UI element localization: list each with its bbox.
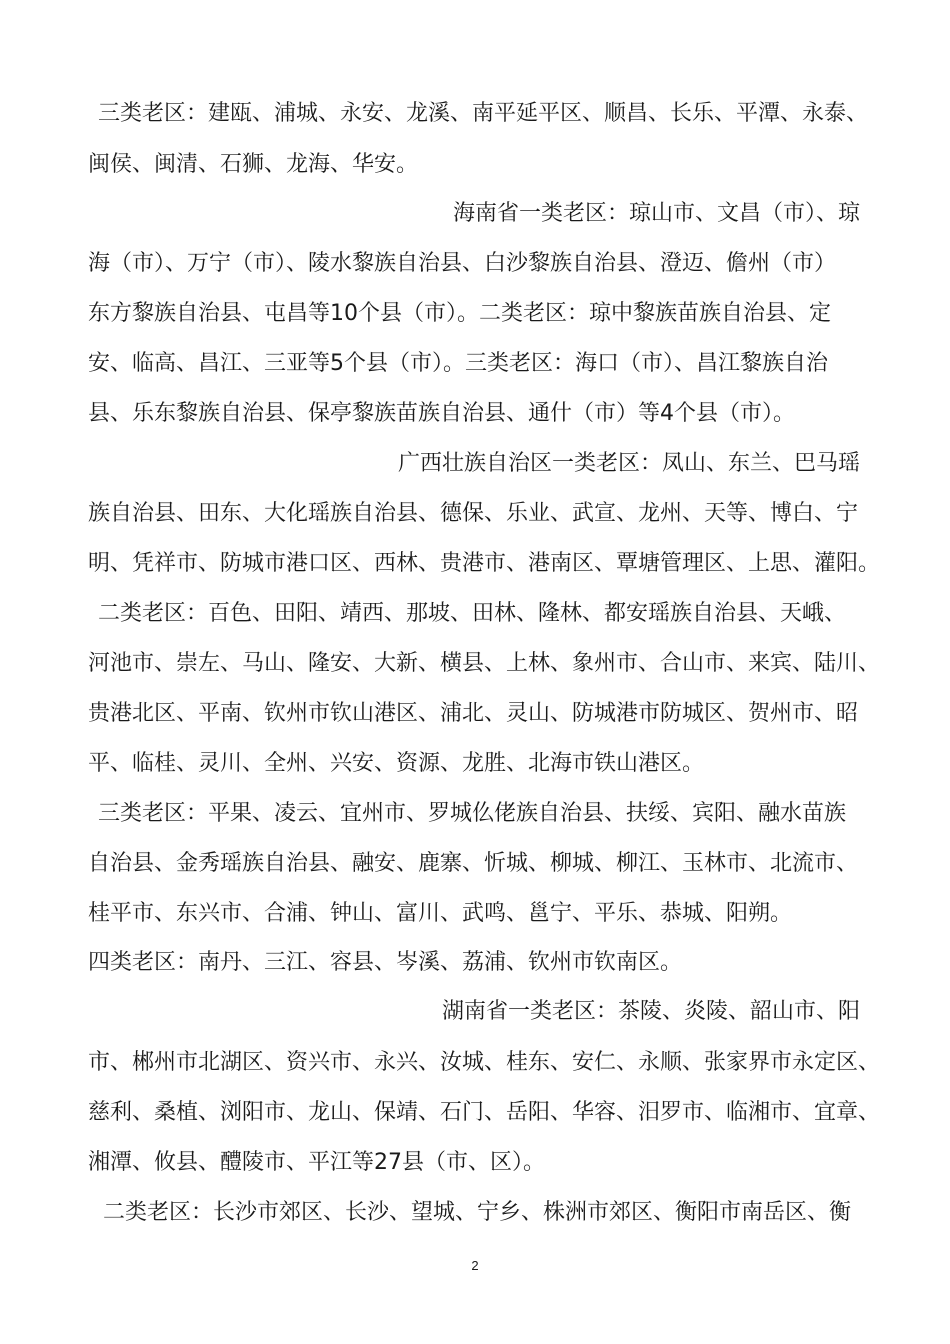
text-line: 闽侯、闽清、石狮、龙海、华安。 [88, 152, 419, 177]
text-line: 湘潭、攸县、醴陵市、平江等27县（市、区）。 [88, 1150, 545, 1175]
text-line: 海（市）、万宁（市）、陵水黎族自治县、白沙黎族自治县、澄迈、儋州（市） [88, 251, 837, 276]
text-line: 河池市、崇左、马山、隆安、大新、横县、上林、象州市、合山市、来宾、陆川、 [88, 651, 881, 676]
text-line: 自治县、金秀瑶族自治县、融安、鹿寨、忻城、柳城、柳江、玉林市、北流市、 [88, 851, 859, 876]
text-line: 明、凭祥市、防城市港口区、西林、贵港市、港南区、覃塘管理区、上思、灌阳。 [88, 551, 881, 576]
page-number: 2 [471, 1258, 479, 1273]
text-line: 安、临高、昌江、三亚等5个县（市）。三类老区：海口（市）、昌江黎族自治 [88, 351, 828, 376]
text-line: 县、乐东黎族自治县、保亭黎族苗族自治县、通什（市）等4个县（市）。 [88, 401, 795, 426]
section-heading-line: 湖南省一类老区：茶陵、炎陵、韶山市、阳 [441, 999, 860, 1024]
text-line: 贵港北区、平南、钦州市钦山港区、浦北、灵山、防城港市防城区、贺州市、昭 [88, 701, 859, 726]
text-line: 市、郴州市北湖区、资兴市、永兴、汝城、桂东、安仁、永顺、张家界市永定区、 [88, 1050, 881, 1075]
text-line: 二类老区：长沙市郊区、长沙、望城、宁乡、株洲市郊区、衡阳市南岳区、衡 [103, 1200, 852, 1225]
text-line: 三类老区：建瓯、浦城、永安、龙溪、南平延平区、顺昌、长乐、平潭、永泰、 [98, 101, 869, 126]
text-line: 族自治县、田东、大化瑶族自治县、德保、乐业、武宣、龙州、天等、博白、宁 [88, 501, 859, 526]
text-line: 桂平市、东兴市、合浦、钟山、富川、武鸣、邕宁、平乐、恭城、阳朔。 [88, 901, 793, 926]
section-heading-line: 广西壮族自治区一类老区：凤山、东兰、巴马瑶 [397, 451, 860, 476]
section-heading-line: 海南省一类老区：琼山市、文昌（市）、琼 [452, 201, 860, 226]
text-line: 平、临桂、灵川、全州、兴安、资源、龙胜、北海市铁山港区。 [88, 751, 705, 776]
text-line: 三类老区：平果、凌云、宜州市、罗城仫佬族自治县、扶绥、宾阳、融水苗族 [98, 801, 847, 826]
text-line: 东方黎族自治县、屯昌等10个县（市）。二类老区：琼中黎族苗族自治县、定 [88, 301, 831, 326]
text-line: 二类老区：百色、田阳、靖西、那坡、田林、隆林、都安瑶族自治县、天峨、 [98, 601, 847, 626]
text-line: 四类老区：南丹、三江、容县、岑溪、荔浦、钦州市钦南区。 [88, 950, 683, 975]
text-line: 慈利、桑植、浏阳市、龙山、保靖、石门、岳阳、华容、汨罗市、临湘市、宜章、 [88, 1100, 881, 1125]
